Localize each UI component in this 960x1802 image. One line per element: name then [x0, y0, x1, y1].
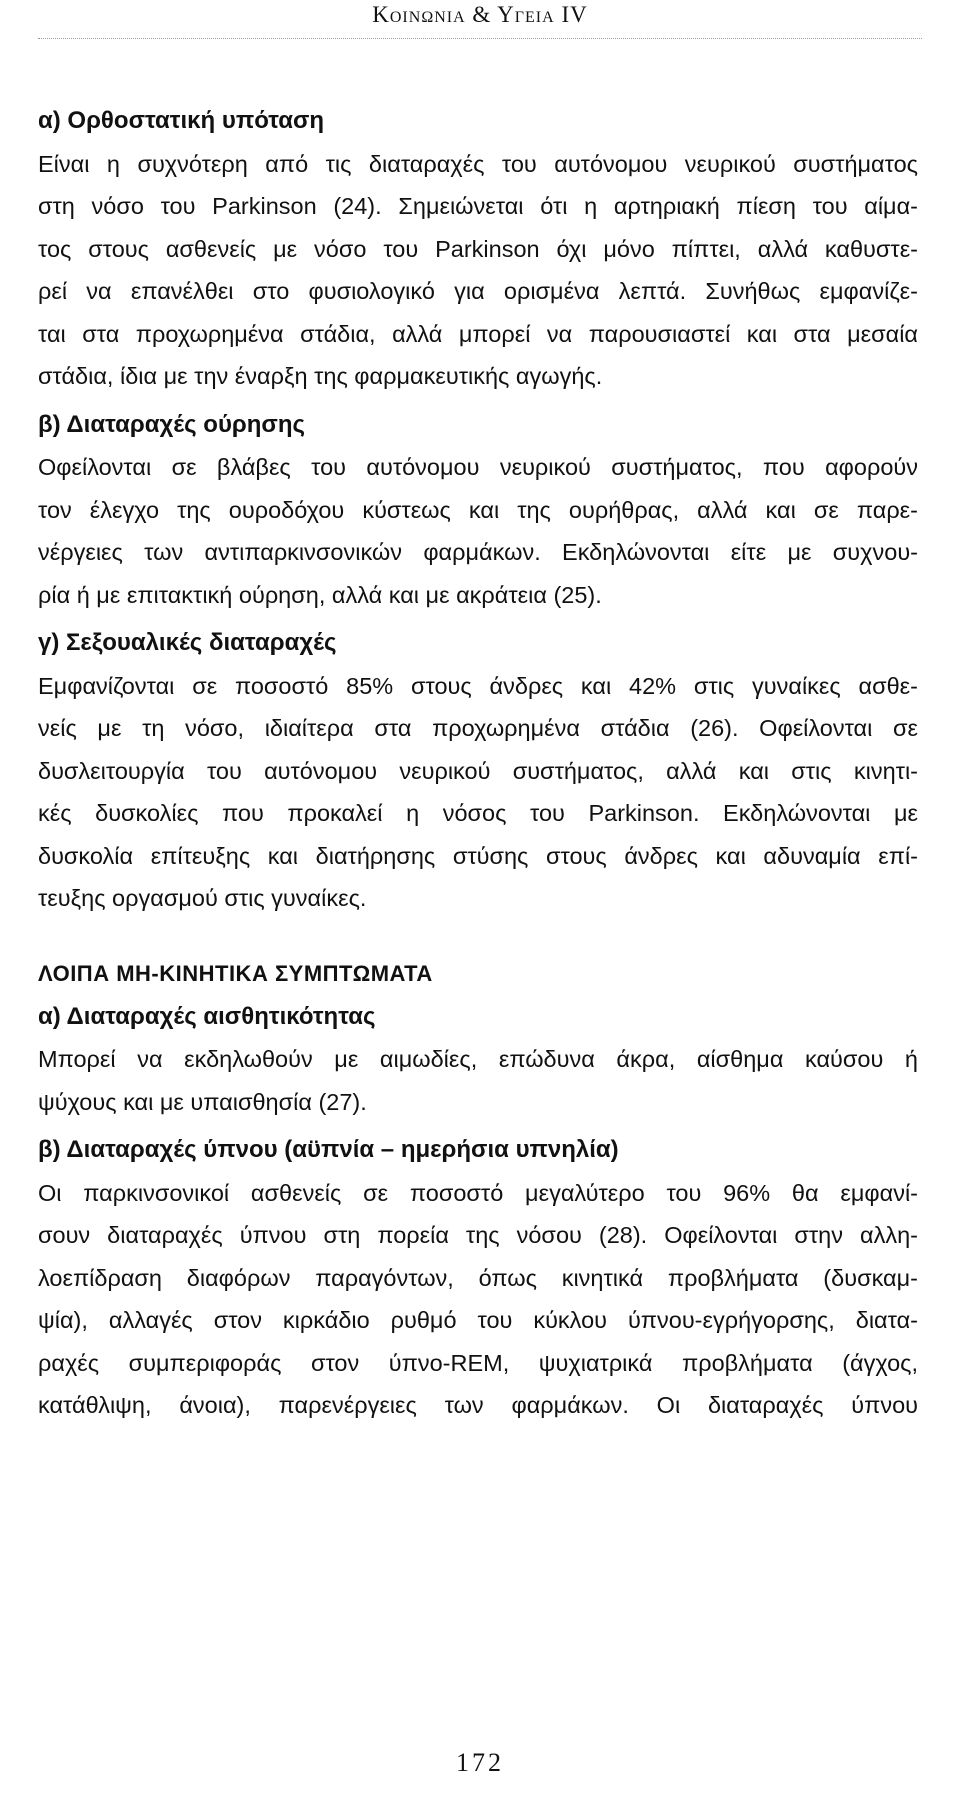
text-line: Εμφανίζονται σε ποσοστό 85% στους άνδρες και 42% στις γυναίκες ασθε-: [38, 672, 918, 699]
paragraph-orthostatic-hypotension: [38, 143, 918, 398]
header-rule: [38, 38, 922, 39]
text-line: νείς με τη νόσο, ιδιαίτερα στα προχωρημένα στάδια (26). Οφείλονται σε: [38, 715, 918, 741]
text-line: τος στους ασθενείς με νόσο του Parkinson όχι μόνο πίπτει, αλλά καθυστε-: [38, 235, 918, 262]
page-number: 172: [456, 1748, 504, 1777]
text-line: τευξης οργασμού στις γυναίκες.: [38, 885, 367, 911]
text-line: στάδια, ίδια με την έναρξη της φαρμακευτικής αγωγής.: [38, 363, 603, 389]
text-line: ραχές συμπεριφοράς στον ύπνο-REM, ψυχιατρικά προβλήματα (άγχος,: [38, 1349, 918, 1376]
subheading-sensory-disorders: α) Διαταραχές αισθητικότητας: [38, 1002, 376, 1030]
text-line: ψύχους και με υπαισθησία (27).: [38, 1088, 367, 1115]
paragraph-urination-disorders: [38, 446, 918, 616]
subheading-urination-disorders: β) Διαταραχές ούρησης: [38, 410, 305, 438]
page-body: [38, 100, 918, 1427]
subheading-orthostatic-hypotension: α) Ορθοστατική υπόταση: [38, 107, 325, 134]
text-line: Οφείλονται σε βλάβες του αυτόνομου νευρικού συστήματος, που αφορούν: [38, 454, 918, 480]
section-title-other-non-motor-symptoms: ΛΟΙΠΑ ΜΗ-ΚΙΝΗΤΙΚΑ ΣΥΜΠΤΩΜΑΤΑ: [38, 960, 433, 986]
text-line: κές δυσκολίες που προκαλεί η νόσος του Parkinson. Εκδηλώνονται με: [38, 800, 918, 826]
paragraph-sleep-disorders: [38, 1172, 918, 1427]
paragraph-sexual-disorders: [38, 665, 918, 920]
running-head: Κοινωνια & Υγεια IV: [372, 2, 588, 27]
text-line: λοεπίδραση διαφόρων παραγόντων, όπως κινητικά προβλήματα (δυσκαμ-: [38, 1264, 918, 1291]
text-line: κατάθλιψη, άνοια), παρενέργειες των φαρμάκων. Οι διαταραχές ύπνου: [38, 1392, 918, 1418]
text-line: ρία ή με επιτακτική ούρηση, αλλά και με ακράτεια (25).: [38, 581, 602, 608]
text-line: δυσλειτουργία του αυτόνομου νευρικού συστήματος, αλλά και στις κινητι-: [38, 757, 918, 784]
text-line: δυσκολία επίτευξης και διατήρησης στύσης στους άνδρες και αδυναμία επί-: [38, 842, 918, 869]
text-line: τον έλεγχο της ουροδόχου κύστεως και της ουρήθρας, αλλά και σε παρε-: [38, 496, 918, 523]
text-line: ρεί να επανέλθει στο φυσιολογικό για ορισμένα λεπτά. Συνήθως εμφανίζε-: [38, 278, 918, 304]
text-line: στη νόσο του Parkinson (24). Σημειώνεται ότι η αρτηριακή πίεση του αίμα-: [38, 193, 918, 219]
text-line: ψία), αλλαγές στον κιρκάδιο ρυθμό του κύκλου ύπνου-εγρήγορσης, διατα-: [38, 1307, 918, 1333]
text-line: Οι παρκινσονικοί ασθενείς σε ποσοστό μεγαλύτερο του 96% θα εμφανί-: [38, 1179, 918, 1206]
subheading-sexual-disorders: γ) Σεξουαλικές διαταραχές: [38, 629, 337, 656]
text-line: Μπορεί να εκδηλωθούν με αιμωδίες, επώδυνα άκρα, αίσθημα καύσου ή: [38, 1046, 918, 1072]
text-line: σουν διαταραχές ύπνου στη πορεία της νόσου (28). Οφείλονται στην αλλη-: [38, 1222, 918, 1248]
text-line: νέργειες των αντιπαρκινσονικών φαρμάκων. Εκδηλώνονται είτε με συχνου-: [38, 539, 918, 565]
text-line: ται στα προχωρημένα στάδια, αλλά μπορεί να παρουσιαστεί και στα μεσαία: [38, 320, 918, 347]
subheading-sleep-disorders: β) Διαταραχές ύπνου (αϋπνία – ημερήσια υπνηλία): [38, 1136, 619, 1163]
paragraph-sensory-disorders: [38, 1038, 918, 1123]
text-line: Είναι η συχνότερη από τις διαταραχές του αυτόνομου νευρικού συστήματος: [38, 150, 918, 177]
